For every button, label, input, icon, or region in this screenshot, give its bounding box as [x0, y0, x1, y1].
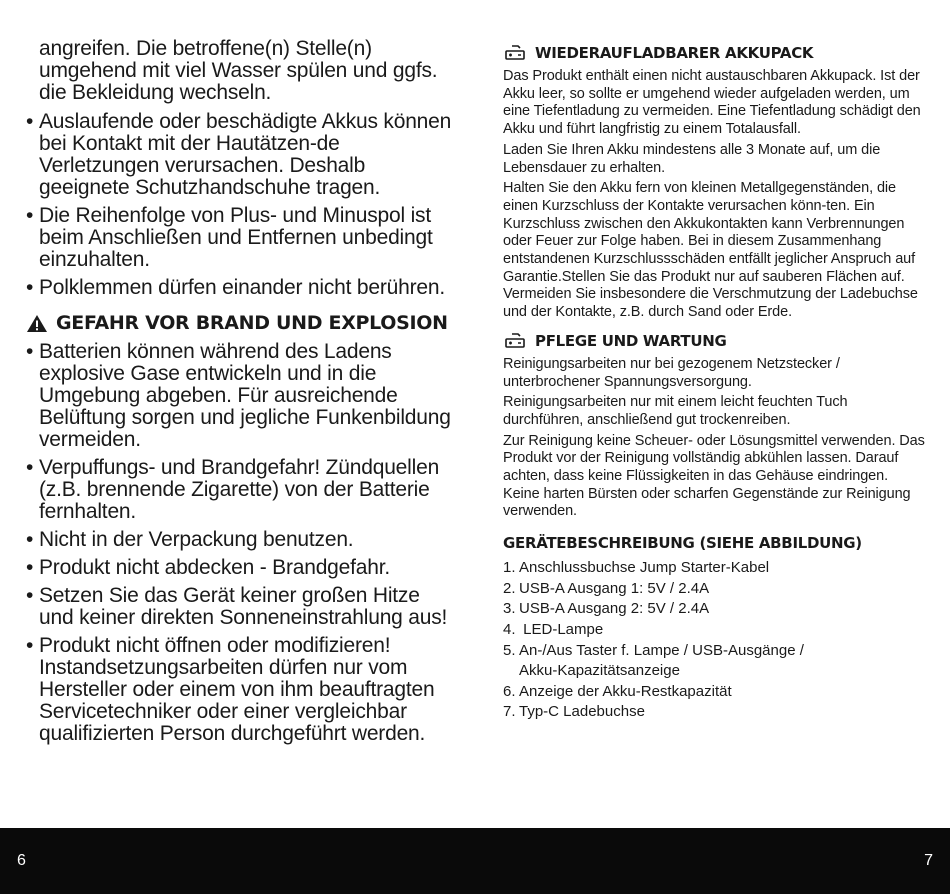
- akku-paragraph: Das Produkt enthält einen nicht austauschbaren Akkupack. Ist der Akku leer, so sollte er umgehend wieder aufgeladen werden, um eine Tiefentladung zu vermeiden. Eine Tiefentladung schädigt den Akku und führt langfristig zu einem Totalausfall.: [503, 68, 921, 138]
- pflege-heading-text: PFLEGE UND WARTUNG: [535, 331, 727, 350]
- pflege-paragraph: Zur Reinigung keine Scheuer- oder Lösungsmittel verwenden. Das Produkt vor der Reinigung vollständig abkühlen lassen. Darauf achten, dass keine Flüssigkeiten in das Gehäuse eindringen. Keine harten Bürsten oder scharfen Gegenstände zur Reinigung verwenden.: [503, 432, 925, 520]
- bullet-text: Setzen Sie das Gerät keiner großen Hitze und keiner direkten Sonneneinstrahlung aus!: [39, 584, 448, 629]
- bullet-text: Nicht in der Verpackung benutzen.: [39, 528, 354, 551]
- bullet-text: Die Reihenfolge von Plus- und Minuspol ist beim Anschließen und Entfernen unbedingt einzuhalten.: [39, 204, 433, 271]
- bullet-text: Produkt nicht öffnen oder modifizieren! Instandsetzungsarbeiten dürfen nur vom Hersteller oder einem von ihm beauftragten Servicetechniker oder einer vergleichbar qualifizierten Person durchgeführt werden.: [39, 634, 435, 745]
- list-item: 3. USB-A Ausgang 2: 5V / 2.4A: [503, 600, 710, 618]
- list-item: • Nicht in der Verpackung benutzen.: [26, 528, 354, 551]
- list-item: 6. Anzeige der Akku-Restkapazität: [503, 682, 732, 700]
- pflege-paragraph: Reinigungsarbeiten nur bei gezogenem Netzstecker / unterbrochener Spannungsversorgung.: [503, 355, 840, 390]
- left-page: [26, 38, 456, 866]
- warning-icon: [26, 314, 48, 333]
- list-item: • Produkt nicht abdecken - Brandgefahr.: [26, 556, 390, 579]
- page-number-left: 6: [17, 852, 26, 869]
- right-page: [503, 43, 928, 871]
- list-item: 1. Anschlussbuchse Jump Starter-Kabel: [503, 559, 770, 577]
- list-item: • Polklemmen dürfen einander nicht berühren.: [26, 276, 446, 299]
- list-item: 5. An-/Aus Taster f. Lampe / USB-Ausgänge / Akku-Kapazitätsanzeige: [503, 641, 804, 680]
- list-item: • Auslaufende oder beschädigte Akkus können bei Kontakt mit der Hautätzen-de Verletzungen verursachen. Deshalb geeignete Schutzhandschuhe tragen.: [26, 111, 456, 199]
- list-item: • Setzen Sie das Gerät keiner großen Hitze und keiner direkten Sonneneinstrahlung aus!: [26, 585, 456, 629]
- bullet-text: Polklemmen dürfen einander nicht berühren.: [39, 276, 446, 299]
- geraet-heading-text: GERÄTEBESCHREIBUNG (SIEHE ABBILDUNG): [503, 534, 862, 553]
- bullet-text: Produkt nicht abdecken - Brandgefahr.: [39, 556, 390, 579]
- akku-paragraph: Halten Sie den Akku fern von kleinen Metallgegenständen, die einen Kurzschluss der Kontakte verursachen könn-ten. Ein Kurzschluss zwischen den Akkukontakten kann Verbrennungen oder Feuer zur Folge haben. Bei in diesem Zusammenhang entstandenen Kurzschlussschäden entfällt jeglicher Anspruch auf Garantie.Stellen Sie das Produkt nur auf sauberen Flächen auf. Vermeiden Sie insbesondere die Verschmutzung der Ladebuchse und der Kontakte, z.B. durch Sand oder Erde.: [503, 180, 918, 321]
- akku-paragraph: Laden Sie Ihren Akku mindestens alle 3 Monate auf, um die Lebensdauer zu erhalten.: [503, 141, 881, 176]
- list-item: • Die Reihenfolge von Plus- und Minuspol ist beim Anschließen und Entfernen unbedingt einzuhalten.: [26, 205, 456, 271]
- footer-bar: [0, 828, 950, 894]
- device-parts-list: [503, 558, 928, 723]
- battery-charger-icon: [503, 332, 527, 350]
- page-number-right: 7: [924, 852, 933, 869]
- akku-heading: [503, 43, 928, 63]
- bullet-text: Batterien können während des Ladens explosive Gase entwickeln und in die Umgebung abgeben. Für ausreichende Belüftung sorgen und jegliche Funkenbildung vermeiden.: [39, 340, 451, 451]
- pflege-paragraph: Reinigungsarbeiten nur mit einem leicht feuchten Tuch durchführen, anschließend gut trockenreiben.: [503, 394, 848, 428]
- bullet-text: Verpuffungs- und Brandgefahr! Zündquellen (z.B. brennende Zigarette) von der Batterie fernhalten.: [39, 456, 440, 523]
- bullet-text: Auslaufende oder beschädigte Akkus können bei Kontakt mit der Hautätzen-de Verletzungen verursachen. Deshalb geeignete Schutzhandschuhe tragen.: [39, 110, 452, 199]
- geraet-heading: [503, 533, 928, 553]
- list-item: • Produkt nicht öffnen oder modifizieren! Instandsetzungsarbeiten dürfen nur vom Hersteller oder einem von ihm beauftragten Servicetechniker oder einer vergleichbar qualifizierten Person durchgeführt werden.: [26, 635, 456, 745]
- fire-heading: [26, 311, 456, 335]
- akku-heading-text: WIEDERAUFLADBARER AKKUPACK: [535, 44, 814, 62]
- pflege-heading: [503, 331, 928, 351]
- fire-heading-text: GEFAHR VOR BRAND UND EXPLOSION: [56, 312, 448, 334]
- list-item: • Verpuffungs- und Brandgefahr! Zündquellen (z.B. brennende Zigarette) von der Batterie fernhalten.: [26, 457, 456, 523]
- intro-text: angreifen. Die betroffene(n) Stelle(n) umgehend mit viel Wasser spülen und ggfs. die Bekleidung wechseln.: [39, 37, 438, 104]
- battery-charger-icon: [503, 44, 527, 62]
- list-item: • Batterien können während des Ladens explosive Gase entwickeln und in die Umgebung abgeben. Für ausreichende Belüftung sorgen und jegliche Funkenbildung vermeiden.: [26, 341, 456, 451]
- list-item: 4. LED-Lampe: [503, 620, 604, 638]
- list-item: 2. USB-A Ausgang 1: 5V / 2.4A: [503, 579, 710, 597]
- list-item: 7. Typ-C Ladebuchse: [503, 703, 645, 721]
